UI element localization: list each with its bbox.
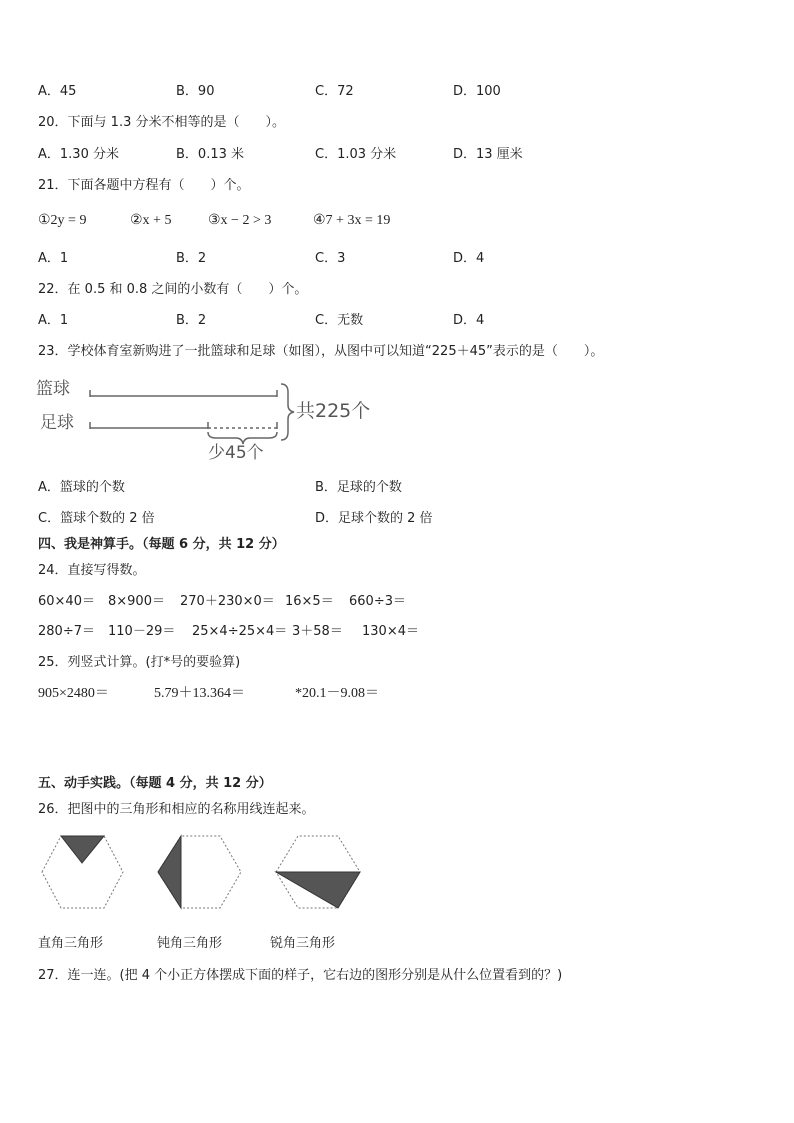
q25-item: 905×2480＝ — [38, 686, 109, 701]
q20-option-b: B．0.13 米 — [176, 147, 244, 162]
football-label: 足球 — [40, 413, 74, 433]
q22-option-d: D．4 — [453, 313, 485, 328]
q23-line-segment-figure — [36, 372, 376, 464]
q24-item: 660÷3＝ — [349, 594, 406, 609]
total-label: 共225个 — [296, 400, 371, 422]
q22-option-b: B．2 — [176, 313, 207, 328]
q19-option-b: B．90 — [176, 84, 215, 99]
q19-option-d: D．100 — [453, 84, 501, 99]
less-label: 少45个 — [208, 443, 264, 463]
q24-item: 3＋58＝ — [292, 624, 343, 639]
q23-option-d: D．足球个数的 2 倍 — [315, 511, 433, 526]
q24-item: 25×4÷25×4＝ — [192, 624, 288, 639]
q20-option-c: C．1.03 分米 — [315, 147, 397, 162]
q26-stem: 26．把图中的三角形和相应的名称用线连起来。 — [38, 802, 315, 817]
q24-item: 130×4＝ — [362, 624, 419, 639]
section-4-heading: 四、我是神算手。（每题 6 分，共 12 分） — [38, 537, 285, 552]
q24-item: 8×900＝ — [108, 594, 165, 609]
q23-option-a: A．篮球的个数 — [38, 480, 125, 495]
q21-expression-1: ①2y = 9 — [38, 213, 87, 228]
basketball-label: 篮球 — [36, 379, 70, 399]
q25-item: *20.1－9.08＝ — [295, 686, 379, 701]
q23-stem: 23．学校体育室新购进了一批篮球和足球（如图），从图中可以知道“225＋45”表示的是（ ）。 — [38, 344, 604, 359]
q24-item: 270＋230×0＝ — [180, 594, 275, 609]
q24-item: 60×40＝ — [38, 594, 95, 609]
q22-option-a: A．1 — [38, 313, 69, 328]
q21-option-c: C．3 — [315, 251, 346, 266]
q23-option-b: B．足球的个数 — [315, 480, 402, 495]
q20-option-d: D．13 厘米 — [453, 147, 523, 162]
q19-option-c: C．72 — [315, 84, 354, 99]
q24-stem: 24．直接写得数。 — [38, 563, 146, 578]
q23-option-c: C．篮球个数的 2 倍 — [38, 511, 155, 526]
q26-label-right-triangle: 直角三角形 — [38, 936, 104, 951]
q26-label-acute-triangle: 锐角三角形 — [270, 936, 336, 951]
total-brace — [281, 384, 294, 440]
q22-stem: 22．在 0.5 和 0.8 之间的小数有（ ）个。 — [38, 282, 308, 297]
q21-option-b: B．2 — [176, 251, 207, 266]
obtuse-triangle-shape — [158, 836, 181, 908]
q19-option-a: A．45 — [38, 84, 77, 99]
q21-stem: 21．下面各题中方程有（ ）个。 — [38, 178, 250, 193]
q24-item: 280÷7＝ — [38, 624, 95, 639]
q26-hexagon-figures — [36, 832, 366, 914]
q24-item: 16×5＝ — [285, 594, 334, 609]
q22-option-c: C．无数 — [315, 313, 364, 328]
q24-item: 110－29＝ — [108, 624, 176, 639]
q25-item: 5.79＋13.364＝ — [154, 686, 245, 701]
q26-label-obtuse-triangle: 钝角三角形 — [157, 936, 223, 951]
q21-expression-3: ③x − 2 > 3 — [208, 213, 272, 228]
q27-stem: 27．连一连。(把 4 个小正方体摆成下面的样子，它右边的图形分别是从什么位置看到的？) — [38, 968, 563, 983]
q21-expression-4: ④7 + 3x = 19 — [313, 213, 391, 228]
q21-option-a: A．1 — [38, 251, 69, 266]
q20-option-a: A．1.30 分米 — [38, 147, 119, 162]
q21-expression-2: ②x + 5 — [130, 213, 172, 228]
q21-option-d: D．4 — [453, 251, 485, 266]
q20-stem: 20．下面与 1.3 分米不相等的是（ ）。 — [38, 115, 285, 130]
section-5-heading: 五、动手实践。（每题 4 分，共 12 分） — [38, 776, 272, 791]
q25-stem: 25．列竖式计算。(打*号的要验算) — [38, 655, 241, 670]
